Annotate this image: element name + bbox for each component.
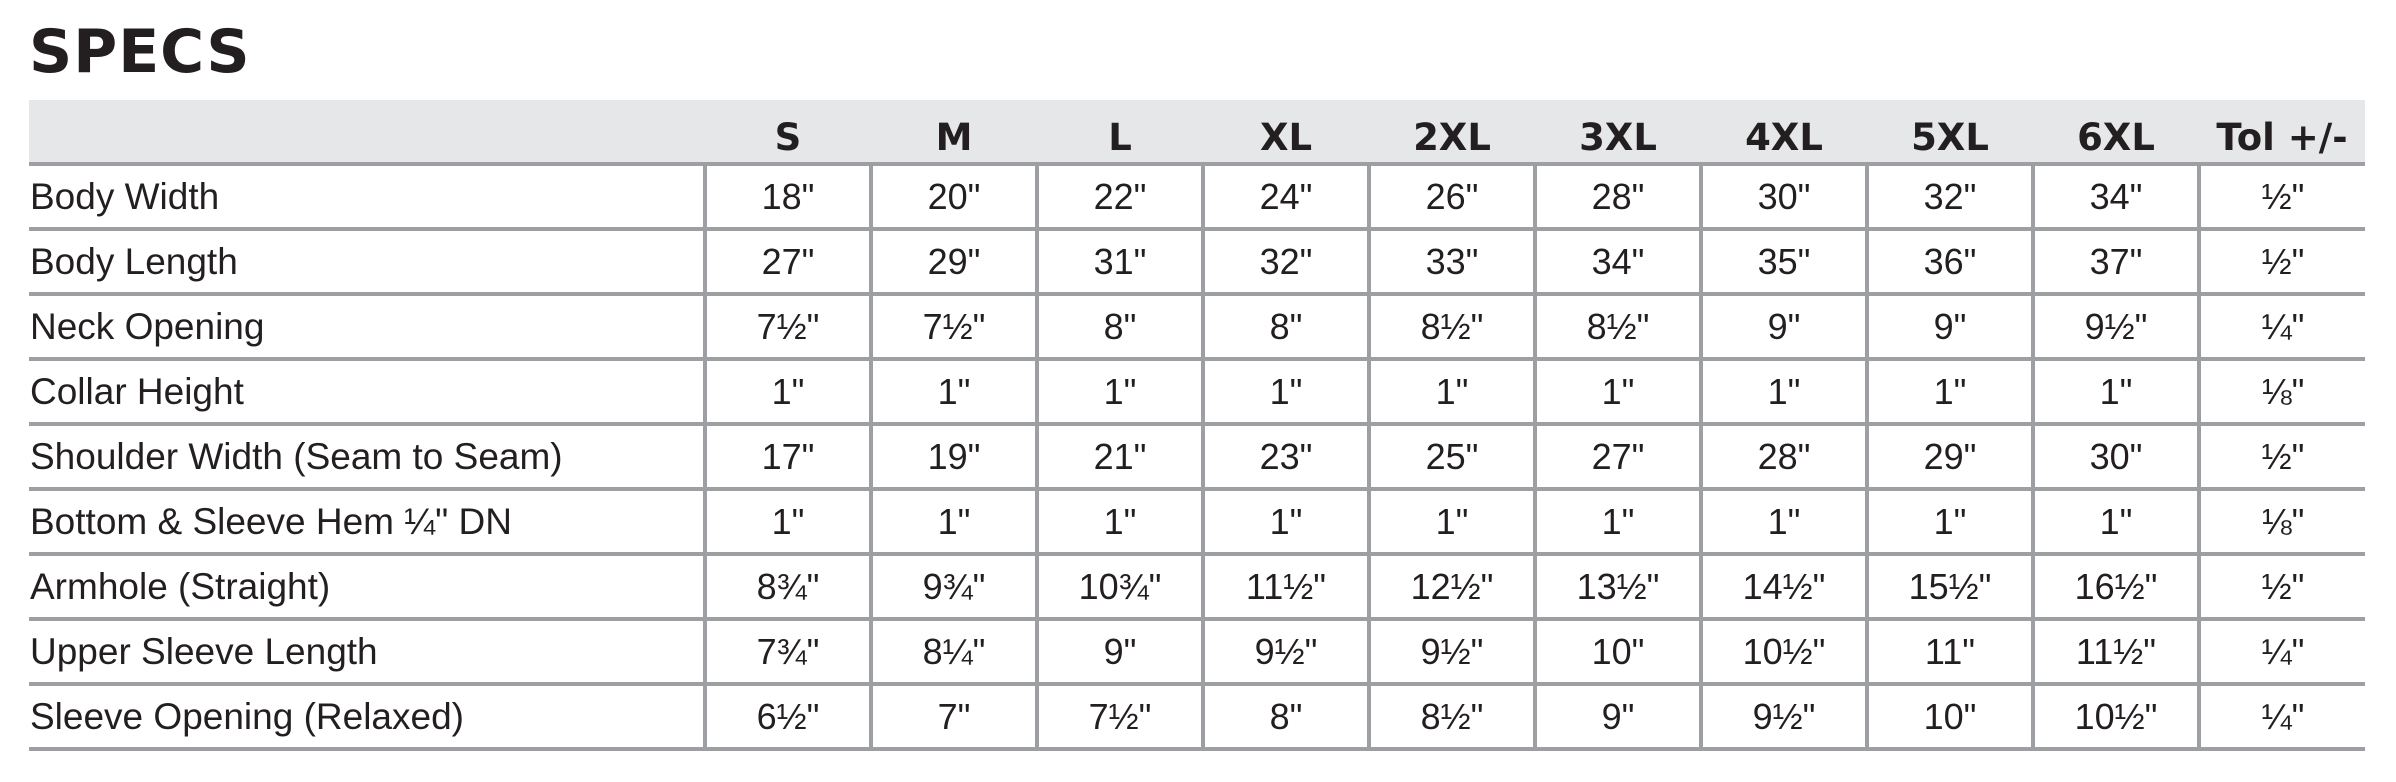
table-cell: 1" [1701, 489, 1867, 554]
tolerance-cell: ¼" [2199, 294, 2365, 359]
table-cell: 35" [1701, 229, 1867, 294]
row-label: Collar Height [29, 359, 705, 424]
table-cell: 28" [1535, 164, 1701, 229]
table-cell: 10" [1867, 684, 2033, 749]
table-cell: 24" [1203, 164, 1369, 229]
table-cell: 28" [1701, 424, 1867, 489]
header-label-cell [29, 100, 705, 164]
tolerance-cell: ½" [2199, 229, 2365, 294]
header-size-4xl: 4XL [1701, 100, 1867, 164]
table-cell: 1" [2033, 359, 2199, 424]
table-cell: 34" [1535, 229, 1701, 294]
table-cell: 7½" [705, 294, 871, 359]
table-cell: 7" [871, 684, 1037, 749]
table-cell: 30" [1701, 164, 1867, 229]
header-size-l: L [1037, 100, 1203, 164]
tolerance-cell: ¼" [2199, 619, 2365, 684]
table-cell: 8¾" [705, 554, 871, 619]
tolerance-cell: ¼" [2199, 684, 2365, 749]
page-title: SPECS [29, 17, 251, 87]
table-cell: 7½" [871, 294, 1037, 359]
header-size-s: S [705, 100, 871, 164]
table-cell: 1" [1203, 359, 1369, 424]
table-cell: 15½" [1867, 554, 2033, 619]
table-cell: 1" [1867, 359, 2033, 424]
header-tolerance: Tol +/- [2199, 100, 2365, 164]
table-cell: 1" [871, 489, 1037, 554]
table-cell: 8" [1203, 294, 1369, 359]
header-size-3xl: 3XL [1535, 100, 1701, 164]
table-cell: 8½" [1369, 294, 1535, 359]
row-label: Shoulder Width (Seam to Seam) [29, 424, 705, 489]
table-cell: 1" [1535, 359, 1701, 424]
table-cell: 31" [1037, 229, 1203, 294]
table-cell: 1" [871, 359, 1037, 424]
table-row [29, 619, 2365, 684]
table-cell: 37" [2033, 229, 2199, 294]
table-cell: 32" [1203, 229, 1369, 294]
table-cell: 21" [1037, 424, 1203, 489]
table-cell: 22" [1037, 164, 1203, 229]
table-row [29, 164, 2365, 229]
row-label: Upper Sleeve Length [29, 619, 705, 684]
row-label: Armhole (Straight) [29, 554, 705, 619]
table-row [29, 229, 2365, 294]
table-cell: 10" [1535, 619, 1701, 684]
table-row [29, 359, 2365, 424]
table-cell: 14½" [1701, 554, 1867, 619]
table-cell: 9½" [1701, 684, 1867, 749]
row-label: Bottom & Sleeve Hem ¼" DN [29, 489, 705, 554]
tolerance-cell: ⅛" [2199, 489, 2365, 554]
table-cell: 25" [1369, 424, 1535, 489]
table-row [29, 489, 2365, 554]
header-size-5xl: 5XL [1867, 100, 2033, 164]
tolerance-cell: ⅛" [2199, 359, 2365, 424]
table-cell: 30" [2033, 424, 2199, 489]
table-cell: 11½" [2033, 619, 2199, 684]
table-cell: 9" [1701, 294, 1867, 359]
table-cell: 27" [705, 229, 871, 294]
table-cell: 36" [1867, 229, 2033, 294]
table-cell: 1" [1369, 359, 1535, 424]
table-row [29, 424, 2365, 489]
table-row [29, 294, 2365, 359]
header-size-m: M [871, 100, 1037, 164]
row-label: Body Length [29, 229, 705, 294]
table-cell: 1" [1535, 489, 1701, 554]
table-cell: 10½" [1701, 619, 1867, 684]
table-cell: 32" [1867, 164, 2033, 229]
tolerance-cell: ½" [2199, 164, 2365, 229]
table-cell: 8" [1203, 684, 1369, 749]
table-cell: 23" [1203, 424, 1369, 489]
table-cell: 1" [705, 489, 871, 554]
table-row [29, 554, 2365, 619]
table-cell: 10½" [2033, 684, 2199, 749]
table-cell: 1" [1701, 359, 1867, 424]
table-cell: 9" [1867, 294, 2033, 359]
table-cell: 1" [1203, 489, 1369, 554]
table-cell: 6½" [705, 684, 871, 749]
table-cell: 1" [2033, 489, 2199, 554]
header-size-xl: XL [1203, 100, 1369, 164]
table-cell: 8¼" [871, 619, 1037, 684]
table-cell: 33" [1369, 229, 1535, 294]
header-row [29, 100, 2365, 164]
table-cell: 8½" [1535, 294, 1701, 359]
tolerance-cell: ½" [2199, 554, 2365, 619]
table-cell: 26" [1369, 164, 1535, 229]
table-cell: 8½" [1369, 684, 1535, 749]
table-cell: 20" [871, 164, 1037, 229]
table-cell: 9¾" [871, 554, 1037, 619]
table-cell: 12½" [1369, 554, 1535, 619]
table-cell: 8" [1037, 294, 1203, 359]
table-cell: 11" [1867, 619, 2033, 684]
table-cell: 17" [705, 424, 871, 489]
header-size-6xl: 6XL [2033, 100, 2199, 164]
table-cell: 34" [2033, 164, 2199, 229]
table-cell: 9½" [1203, 619, 1369, 684]
row-label: Neck Opening [29, 294, 705, 359]
table-cell: 9" [1535, 684, 1701, 749]
table-cell: 16½" [2033, 554, 2199, 619]
table-cell: 1" [1037, 489, 1203, 554]
table-cell: 1" [1867, 489, 2033, 554]
row-label: Sleeve Opening (Relaxed) [29, 684, 705, 749]
table-cell: 7½" [1037, 684, 1203, 749]
header-size-2xl: 2XL [1369, 100, 1535, 164]
table-cell: 9" [1037, 619, 1203, 684]
table-cell: 19" [871, 424, 1037, 489]
table-cell: 9½" [1369, 619, 1535, 684]
table-cell: 29" [871, 229, 1037, 294]
table-cell: 29" [1867, 424, 2033, 489]
table-cell: 1" [705, 359, 871, 424]
table-cell: 11½" [1203, 554, 1369, 619]
table-cell: 27" [1535, 424, 1701, 489]
row-label: Body Width [29, 164, 705, 229]
table-cell: 18" [705, 164, 871, 229]
table-cell: 1" [1369, 489, 1535, 554]
tolerance-cell: ½" [2199, 424, 2365, 489]
table-cell: 13½" [1535, 554, 1701, 619]
table-row [29, 684, 2365, 749]
table-cell: 10¾" [1037, 554, 1203, 619]
table-cell: 9½" [2033, 294, 2199, 359]
table-cell: 1" [1037, 359, 1203, 424]
specs-table [29, 100, 2365, 751]
table-cell: 7¾" [705, 619, 871, 684]
